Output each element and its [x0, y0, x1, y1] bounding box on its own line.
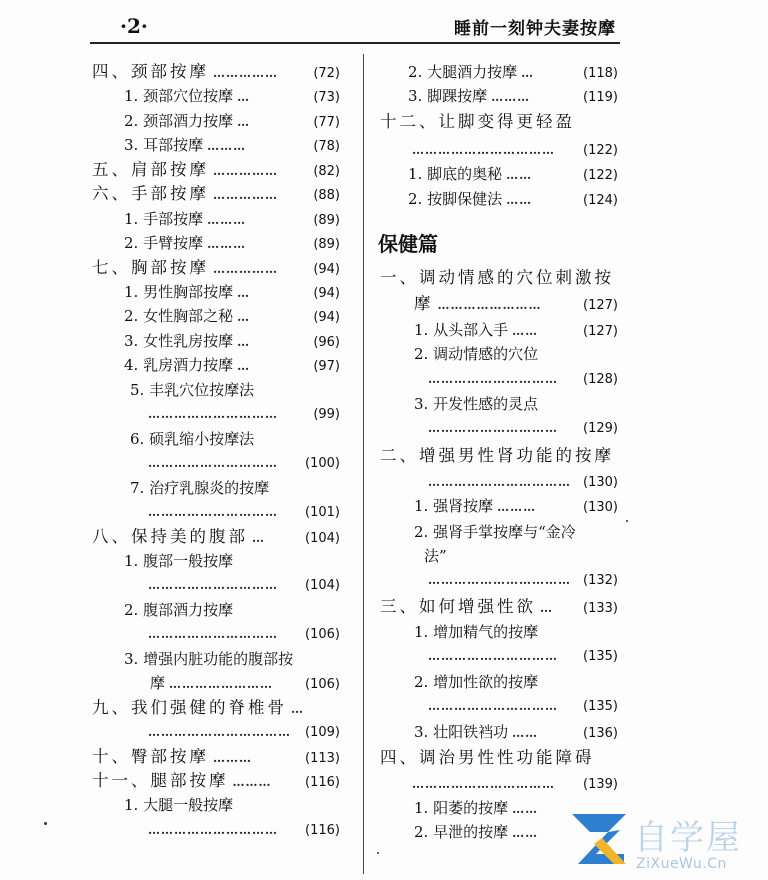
toc-entry-leader: …………………………	[428, 372, 558, 386]
toc-entry-page: (122)	[583, 168, 618, 183]
toc-entry-label: 2. 颈部酒力按摩	[124, 112, 234, 130]
toc-entry-page: (100)	[305, 456, 340, 471]
toc-chapter-entry	[92, 256, 340, 280]
toc-sub-entry	[380, 416, 618, 440]
toc-entry-leader: ………	[207, 139, 247, 153]
toc-entry-label: 九、我们强健的脊椎骨	[92, 698, 287, 717]
toc-entry-label: 摩	[414, 294, 434, 313]
toc-entry-leader: …	[237, 359, 251, 373]
toc-sub-entry	[380, 187, 618, 211]
toc-sub-entry	[92, 647, 340, 671]
toc-entry-leader: …	[252, 531, 265, 545]
toc-entry-page: (78)	[313, 139, 340, 154]
toc-entry-leader: …………………………	[148, 456, 278, 470]
toc-sub-entry	[380, 520, 618, 544]
page-header	[92, 6, 620, 40]
toc-sub-entry	[380, 392, 618, 416]
header-rule	[90, 42, 620, 44]
watermark-text: 自学屋	[634, 818, 742, 858]
toc-entry-label: 1. 从头部入手	[414, 321, 509, 339]
toc-entry-label: 3. 脚踝按摩	[408, 87, 488, 105]
toc-entry-leader: …………………………	[148, 505, 278, 519]
toc-entry-leader: ……………	[213, 66, 278, 80]
toc-sub-entry	[380, 367, 618, 391]
toc-sub-entry	[380, 720, 618, 744]
toc-entry-leader: ………	[213, 751, 252, 765]
toc-entry-page: (94)	[313, 262, 340, 277]
toc-sub-entry	[92, 500, 340, 524]
toc-entry-label: 六、手部按摩	[92, 184, 209, 203]
toc-entry-label: 1. 强肾按摩	[414, 497, 494, 515]
toc-sub-entry	[92, 207, 340, 231]
toc-entry-label: 1. 男性胸部按摩	[124, 283, 234, 301]
toc-sub-entry	[380, 620, 618, 644]
toc-chapter-entry	[92, 525, 340, 549]
toc-entry-label: 1. 颈部穴位按摩	[124, 87, 234, 105]
toc-entry-page: (104)	[305, 578, 340, 593]
toc-entry-label: 四、调治男性性功能障碍	[380, 748, 595, 767]
toc-entry-leader: …………………………	[428, 649, 558, 663]
toc-entry-label: 3. 开发性感的灵点	[414, 395, 539, 413]
toc-entry-leader: ……………………	[169, 677, 274, 691]
toc-entry-page: (129)	[583, 421, 618, 436]
toc-entry-label: 3. 壮阳铁裆功	[414, 723, 509, 741]
toc-entry-label: 6. 硕乳缩小按摩法	[130, 430, 255, 448]
toc-entry-page: (130)	[583, 500, 618, 515]
toc-chapter-entry	[92, 182, 340, 206]
toc-entry-page: (89)	[313, 237, 340, 252]
toc-entry-page: (106)	[305, 677, 340, 692]
toc-sub-entry	[380, 470, 618, 494]
toc-sub-entry	[92, 304, 340, 328]
toc-entry-page: (97)	[313, 359, 340, 374]
toc-entry-leader: …………………………	[148, 627, 278, 641]
toc-sub-entry	[380, 694, 618, 718]
toc-entry-label: 2. 腹部酒力按摩	[124, 601, 234, 619]
toc-entry-page: (104)	[305, 531, 340, 546]
toc-chapter-entry	[92, 696, 340, 720]
toc-entry-leader: ……	[506, 168, 533, 182]
toc-sub-entry	[380, 162, 618, 186]
toc-entry-leader: …	[540, 601, 553, 615]
toc-sub-entry	[92, 598, 340, 622]
toc-entry-leader: …………………………	[428, 421, 558, 435]
scan-speck	[626, 520, 628, 522]
toc-entry-label: 1. 大腿一般按摩	[124, 796, 234, 814]
toc-sub-entry	[92, 476, 340, 500]
toc-entry-label: 一、调动情感的穴位刺激按	[380, 268, 614, 287]
watermark-url: ZiXueWu.Cn	[636, 856, 727, 872]
column-divider	[363, 54, 364, 874]
toc-entry-label: 2. 按脚保健法	[408, 190, 503, 208]
toc-entry-leader: ……	[512, 802, 539, 816]
toc-sub-entry	[92, 818, 340, 842]
toc-entry-label: 4. 乳房酒力按摩	[124, 356, 234, 374]
toc-entry-label: 三、如何增强性欲	[380, 597, 536, 616]
toc-entry-leader: ………	[207, 213, 247, 227]
toc-chapter-entry	[92, 769, 340, 793]
toc-entry-page: (72)	[313, 66, 340, 81]
toc-entry-label: 十、臀部按摩	[92, 747, 209, 766]
toc-entry-page: (124)	[583, 193, 618, 208]
toc-entry-label: 1. 脚底的奥秘	[408, 165, 503, 183]
toc-entry-leader: ……	[506, 193, 533, 207]
toc-entry-label: 2. 大腿酒力按摩	[408, 63, 518, 81]
toc-entry-leader: …	[237, 310, 251, 324]
toc-entry-label: 二、增强男性肾功能的按摩	[380, 446, 614, 465]
toc-entry-label: 3. 女性乳房按摩	[124, 332, 234, 350]
toc-entry-label: 7. 治疗乳腺炎的按摩	[130, 479, 270, 497]
toc-entry-label: 2. 强肾手掌按摩与“金冷	[414, 523, 576, 541]
scan-speck	[377, 852, 379, 854]
toc-entry-page: (99)	[313, 407, 340, 422]
toc-sub-entry	[380, 84, 618, 108]
toc-entry-label: 五、肩部按摩	[92, 160, 209, 179]
toc-entry-label: 5. 丰乳穴位按摩法	[130, 381, 255, 399]
toc-entry-page: (94)	[313, 310, 340, 325]
toc-entry-leader: …………………………	[428, 699, 558, 713]
toc-entry-page: (73)	[313, 90, 340, 105]
toc-entry-label: 2. 女性胸部之秘	[124, 307, 234, 325]
toc-chapter-entry	[380, 746, 618, 770]
toc-chapter-entry	[380, 266, 618, 290]
page-number: ·2·	[120, 14, 148, 38]
toc-chapter-entry	[380, 292, 618, 316]
toc-entry-leader: …	[291, 702, 304, 716]
toc-entry-label: 摩	[150, 674, 166, 692]
watermark	[568, 808, 768, 880]
toc-sub-entry	[380, 342, 618, 366]
toc-sub-entry	[92, 671, 340, 695]
toc-entry-label: 八、保持美的腹部	[92, 527, 248, 546]
zixuewu-logo-icon	[568, 808, 630, 868]
toc-entry-label: 四、颈部按摩	[92, 62, 209, 81]
toc-sub-entry	[380, 138, 618, 162]
section-title: 保健篇	[378, 232, 438, 256]
toc-entry-page: (127)	[583, 298, 618, 313]
toc-sub-entry	[92, 133, 340, 157]
toc-entry-page: (128)	[583, 372, 618, 387]
toc-entry-page: (101)	[305, 505, 340, 520]
toc-entry-page: (106)	[305, 627, 340, 642]
toc-entry-label: 1. 手部按摩	[124, 210, 204, 228]
toc-entry-page: (77)	[313, 115, 340, 130]
toc-entry-leader: ………	[232, 775, 272, 789]
toc-entry-label: 1. 增加精气的按摩	[414, 623, 539, 641]
toc-entry-label: 十二、让脚变得更轻盈	[380, 112, 575, 131]
toc-entry-leader: …………………………	[148, 823, 278, 837]
toc-entry-leader: ………	[497, 500, 537, 514]
toc-entry-page: (135)	[583, 699, 618, 714]
toc-sub-entry	[92, 427, 340, 451]
toc-entry-leader: ……………………	[437, 298, 542, 312]
toc-entry-page: (89)	[313, 213, 340, 228]
toc-sub-entry	[92, 280, 340, 304]
toc-entry-label: 2. 增加性欲的按摩	[414, 673, 539, 691]
toc-entry-leader: ……………………………	[428, 573, 571, 587]
toc-entry-leader: …	[237, 90, 251, 104]
toc-sub-entry	[380, 772, 618, 796]
toc-entry-page: (119)	[583, 90, 618, 105]
toc-sub-entry	[380, 568, 618, 592]
toc-entry-page: (109)	[305, 725, 340, 740]
toc-sub-entry	[92, 109, 340, 133]
toc-entry-leader: ……………	[213, 188, 278, 202]
toc-entry-label: 七、胸部按摩	[92, 258, 209, 277]
toc-entry-label: 2. 手臂按摩	[124, 234, 204, 252]
toc-sub-entry	[380, 544, 618, 568]
toc-entry-leader: ……………………………	[412, 777, 555, 791]
running-title: 睡前一刻钟夫妻按摩	[454, 19, 616, 39]
toc-sub-entry	[380, 494, 618, 518]
toc-entry-page: (118)	[583, 66, 618, 81]
toc-sub-entry	[380, 60, 618, 84]
toc-entry-label: 法”	[424, 547, 447, 565]
toc-sub-entry	[92, 622, 340, 646]
toc-entry-page: (135)	[583, 649, 618, 664]
toc-entry-page: (82)	[313, 164, 340, 179]
toc-entry-label: 2. 调动情感的穴位	[414, 345, 539, 363]
toc-entry-page: (127)	[583, 324, 618, 339]
toc-sub-entry	[92, 353, 340, 377]
toc-chapter-entry	[380, 444, 618, 468]
toc-entry-label: 1. 阳萎的按摩	[414, 799, 509, 817]
toc-entry-leader: …………………………	[148, 407, 278, 421]
toc-entry-page: (122)	[583, 143, 618, 158]
toc-entry-page: (116)	[305, 823, 340, 838]
toc-sub-entry	[92, 84, 340, 108]
toc-entry-label: 十一、腿部按摩	[92, 771, 229, 790]
toc-entry-leader: …	[237, 115, 251, 129]
toc-sub-entry	[380, 644, 618, 668]
toc-sub-entry	[92, 793, 340, 817]
toc-sub-entry	[380, 318, 618, 342]
toc-entry-leader: ………	[491, 90, 531, 104]
toc-sub-entry	[92, 573, 340, 597]
toc-entry-page: (130)	[583, 475, 618, 490]
toc-entry-label: 3. 增强内脏功能的腹部按	[124, 650, 294, 668]
toc-sub-entry	[92, 378, 340, 402]
toc-sub-entry	[380, 670, 618, 694]
toc-chapter-entry	[92, 60, 340, 84]
toc-entry-page: (88)	[313, 188, 340, 203]
toc-chapter-entry	[92, 745, 340, 769]
scan-speck	[44, 822, 47, 825]
toc-entry-label: 1. 腹部一般按摩	[124, 552, 234, 570]
toc-chapter-entry	[380, 110, 618, 134]
toc-entry-leader: …	[237, 335, 251, 349]
toc-entry-label: 2. 早泄的按摩	[414, 823, 509, 841]
toc-entry-leader: ……………	[213, 164, 278, 178]
toc-entry-page: (133)	[583, 601, 618, 616]
toc-entry-leader: ……	[512, 324, 539, 338]
toc-sub-entry	[92, 402, 340, 426]
toc-sub-entry	[92, 451, 340, 475]
toc-entry-leader: …	[237, 286, 251, 300]
toc-sub-entry	[92, 549, 340, 573]
toc-entry-leader: ……………	[213, 262, 278, 276]
toc-entry-page: (132)	[583, 573, 618, 588]
toc-entry-page: (113)	[305, 751, 340, 766]
toc-entry-leader: ……………………………	[148, 725, 291, 739]
toc-entry-leader: ……………………………	[412, 143, 555, 157]
toc-entry-leader: …………………………	[148, 578, 278, 592]
toc-entry-page: (94)	[313, 286, 340, 301]
toc-entry-leader: ……	[512, 726, 539, 740]
toc-entry-leader: ………	[207, 237, 247, 251]
toc-entry-page: (139)	[583, 777, 618, 792]
toc-sub-entry	[92, 329, 340, 353]
toc-sub-entry	[92, 231, 340, 255]
toc-chapter-entry	[92, 158, 340, 182]
toc-entry-page: (136)	[583, 726, 618, 741]
toc-entry-label: 3. 耳部按摩	[124, 136, 204, 154]
toc-entry-leader: ……	[512, 826, 539, 840]
toc-entry-page: (96)	[313, 335, 340, 350]
toc-entry-leader: ……………………………	[428, 475, 571, 489]
toc-sub-entry	[92, 720, 340, 744]
toc-chapter-entry	[380, 595, 618, 619]
toc-entry-page: (116)	[305, 775, 340, 790]
toc-entry-leader: …	[521, 66, 535, 80]
